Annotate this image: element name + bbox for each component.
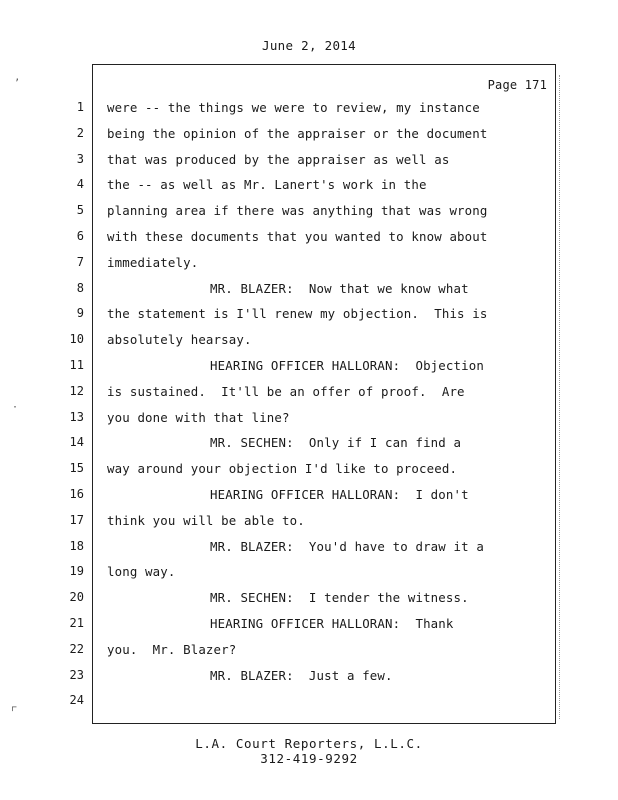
transcript-line: HEARING OFFICER HALLORAN: Objection [210, 357, 484, 373]
line-number: 16 [69, 486, 84, 501]
transcript-date: June 2, 2014 [262, 38, 356, 53]
transcript-line [107, 688, 547, 714]
transcript-line: with these documents that you wanted to know about [107, 228, 488, 244]
transcript-line: way around your objection I'd like to proceed. [107, 461, 458, 477]
transcript-line: planning area if there was anything that was wrong [107, 203, 488, 219]
transcript-line: you done with that line? [107, 409, 290, 425]
line-number: 2 [76, 125, 84, 140]
line-number: 18 [69, 538, 84, 553]
transcript-line: the statement is I'll renew my objection. This is [107, 306, 488, 322]
line-number: 12 [69, 383, 84, 398]
line-number: 7 [76, 254, 84, 269]
transcript-line: immediately. [107, 254, 199, 270]
line-number: 9 [76, 306, 84, 321]
transcript-line: MR. BLAZER: Now that we know what [210, 280, 469, 296]
transcript-line: you. Mr. Blazer? [107, 641, 237, 657]
transcript-line: HEARING OFFICER HALLORAN: I don't [210, 486, 469, 502]
transcript-line: is sustained. It'll be an offer of proof. Are [107, 383, 465, 399]
line-number: 1 [76, 100, 84, 114]
transcript-line: long way. [107, 564, 176, 580]
transcript-body [107, 95, 547, 714]
transcript-line: MR. SECHEN: Only if I can find a [210, 435, 462, 451]
line-number: 11 [69, 357, 84, 372]
scan-speck: · [12, 402, 19, 413]
scan-speck: ’ [14, 78, 21, 89]
line-number: 15 [69, 461, 84, 476]
line-number: 20 [69, 590, 84, 605]
line-number: 10 [69, 332, 84, 347]
line-number: 24 [69, 693, 84, 708]
transcript-line: MR. BLAZER: You'd have to draw it a [210, 538, 484, 554]
line-number: 14 [69, 435, 84, 450]
scan-speck: ⌜ [10, 704, 19, 720]
line-number: 8 [76, 280, 84, 295]
page-number: Page 171 [487, 78, 547, 92]
court-reporter-phone: 312-419-9292 [260, 751, 358, 766]
line-number: 23 [69, 667, 84, 682]
line-number: 3 [76, 151, 84, 166]
transcript-line: MR. SECHEN: I tender the witness. [210, 590, 469, 606]
transcript-line: were -- the things we were to review, my instance [107, 100, 480, 115]
line-number: 22 [69, 641, 84, 656]
line-number: 4 [76, 177, 84, 192]
transcript-line: absolutely hearsay. [107, 332, 252, 348]
line-number: 17 [69, 512, 84, 527]
line-number: 21 [69, 615, 84, 630]
line-number: 5 [76, 203, 84, 218]
transcript-line: that was produced by the appraiser as well as [107, 151, 450, 167]
transcript-line: think you will be able to. [107, 512, 305, 528]
court-reporter-name: L.A. Court Reporters, L.L.C. [195, 736, 423, 751]
line-number: 19 [69, 564, 84, 579]
line-number: 13 [69, 409, 84, 424]
transcript-line: the -- as well as Mr. Lanert's work in the [107, 177, 427, 193]
line-number: 6 [76, 228, 84, 243]
transcript-line: being the opinion of the appraiser or the document [107, 125, 488, 141]
transcript-line: MR. BLAZER: Just a few. [210, 667, 393, 683]
transcript-line: HEARING OFFICER HALLORAN: Thank [210, 615, 454, 631]
line-number-column [60, 95, 84, 714]
